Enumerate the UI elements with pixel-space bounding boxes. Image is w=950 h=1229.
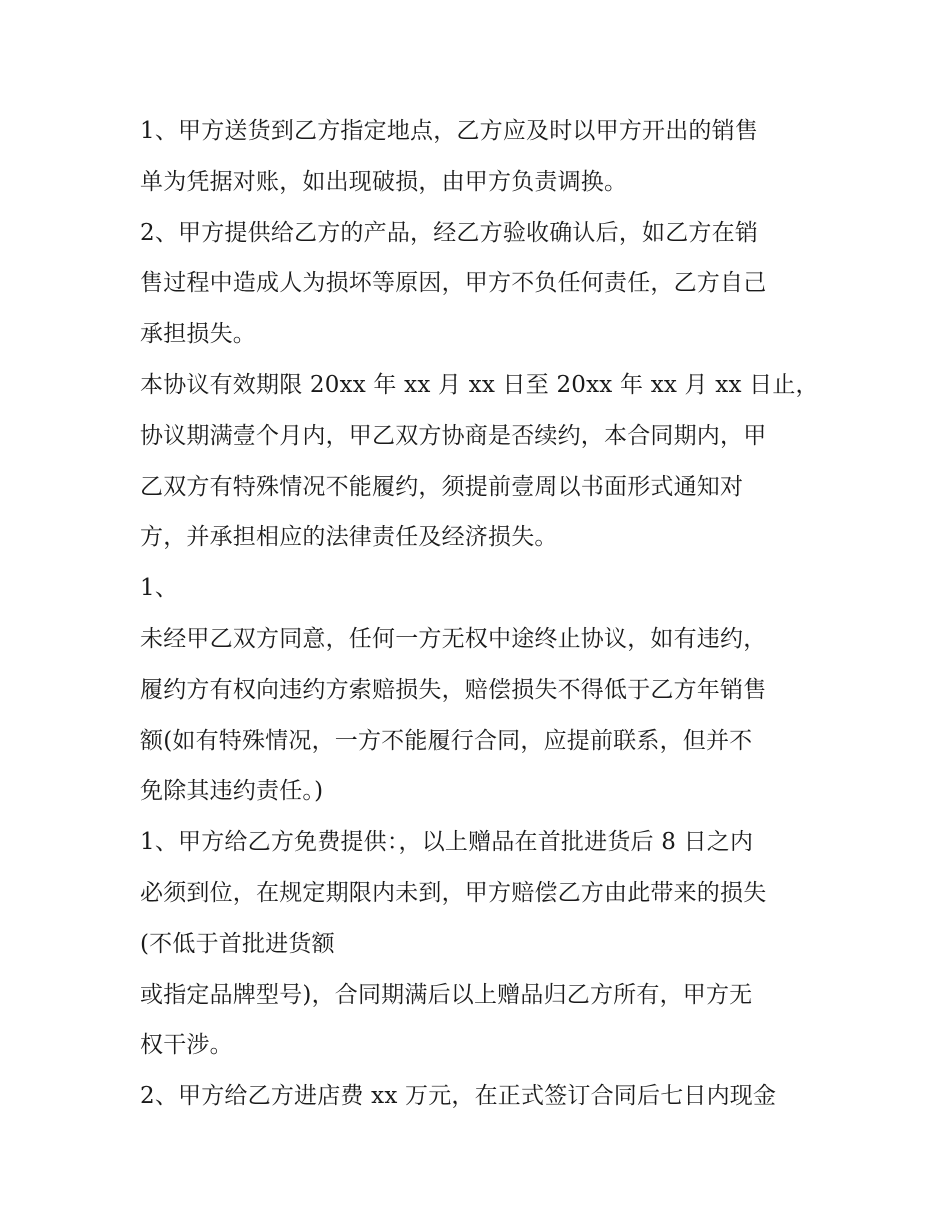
text-line: 履约方有权向违约方索赔损失，赔偿损失不得低于乙方年销售 bbox=[140, 676, 767, 703]
text-line: 权干涉。 bbox=[140, 1032, 233, 1059]
text-line: 协议期满壹个月内，甲乙双方协商是否续约，本合同期内，甲 bbox=[140, 422, 767, 449]
text-line: 2、甲方提供给乙方的产品，经乙方验收确认后，如乙方在销 bbox=[140, 219, 759, 246]
text-line: 2、甲方给乙方进店费 xx 万元，在正式签订合同后七日内现金 bbox=[140, 1083, 777, 1110]
text-line: 1、甲方给乙方免费提供：，以上赠品在首批进货后 8 日之内 bbox=[140, 829, 754, 856]
text-line: 单为凭据对账，如出现破损，由甲方负责调换。 bbox=[140, 168, 628, 195]
text-line: 未经甲乙双方同意，任何一方无权中途终止协议，如有违约， bbox=[140, 625, 767, 652]
text-line: 承担损失。 bbox=[140, 321, 256, 348]
text-line: (不低于首批进货额 bbox=[140, 930, 335, 957]
text-line: 方，并承担相应的法律责任及经济损失。 bbox=[140, 524, 558, 551]
text-line: 乙双方有特殊情况不能履约，须提前壹周以书面形式通知对 bbox=[140, 473, 744, 500]
text-line: 免除其违约责任。) bbox=[140, 778, 324, 805]
text-line: 售过程中造成人为损坏等原因，甲方不负任何责任，乙方自己 bbox=[140, 270, 767, 297]
text-line: 或指定品牌型号)，合同期满后以上赠品归乙方所有，甲方无 bbox=[140, 981, 753, 1008]
text-line: 1、 bbox=[140, 575, 179, 602]
text-line: 必须到位，在规定期限内未到，甲方赔偿乙方由此带来的损失 bbox=[140, 879, 767, 906]
text-line: 额(如有特殊情况，一方不能履行合同，应提前联系，但并不 bbox=[140, 727, 753, 754]
text-line: 本协议有效期限 20xx 年 xx 月 xx 日至 20xx 年 xx 月 xx 日止， bbox=[140, 371, 819, 398]
text-line: 1、甲方送货到乙方指定地点，乙方应及时以甲方开出的销售 bbox=[140, 118, 759, 144]
document-body bbox=[140, 106, 820, 1122]
